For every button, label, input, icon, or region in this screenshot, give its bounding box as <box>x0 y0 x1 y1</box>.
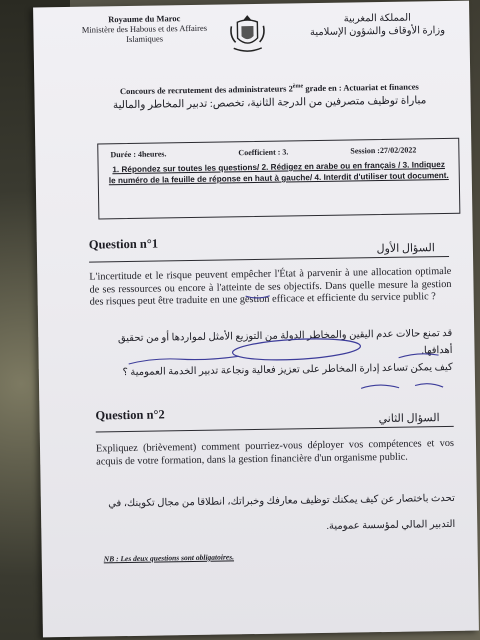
coefficient-label: Coefficient : 3. <box>238 147 289 158</box>
question-1-text-fr: L'incertitude et le risque peuvent empêcher l'État à parvenir à une allocation optimale de ses ressources ou encore à l'atteinte de ses objectifs. Dans quelle mesure la gestion des risques peut être traduite en une gestion efficace et efficiente du service public ? <box>89 265 452 308</box>
coat-of-arms-icon <box>225 12 270 57</box>
question-1-label: Question n°1 <box>88 236 159 252</box>
question-1-text-ar-line1: قد تمنع حالات عدم اليقين والمخاطر الدولة من التوزيع الأمثل لمواردها أو من تحقيق أهدافها. <box>117 327 453 357</box>
question-1-text-ar-line2: كيف يمكن تساعد إدارة المخاطر على تعزيز فعالية ونجاعة تدبير الخدمة العمومية ؟ <box>122 361 453 379</box>
exam-title-fr-suffix: grade en : Actuariat et finances <box>303 81 419 94</box>
exam-info-box <box>97 138 460 220</box>
note-text: NB : Les deux questions sont obligatoires. <box>103 552 235 564</box>
question-2-text-fr: Expliquez (brièvement) comment pourriez-vous déployer vos compétences et vos acquis de votre formation, dans la gestion financière d'un organisme public. <box>95 437 455 468</box>
question-1-label-ar: السؤال الأول <box>376 242 436 256</box>
question-2-text-ar-line2: التدبير المالي لمؤسسة عمومية. <box>326 518 456 532</box>
header-ar <box>307 11 447 39</box>
header-ar-ministry: وزارة الأوقاف والشؤون الإسلامية <box>309 24 446 39</box>
exam-title-fr-prefix: Concours de recrutement des administrateurs 2 <box>119 83 293 97</box>
header-ar-country: المملكة المغربية <box>343 12 411 25</box>
question-2-label: Question n°2 <box>95 407 165 423</box>
question-2-text-ar-line1: تحدث باختصار عن كيف يمكنك توظيف معارفك وخبراتك، انطلاقا من مجال تكوينك، في <box>108 492 455 510</box>
header-fr-ministry-cont: Islamiques <box>126 33 164 45</box>
header-fr-country: Royaume du Maroc <box>108 13 181 25</box>
header-fr-ministry: Ministère des Habous et des Affaires <box>81 22 208 35</box>
exam-title-ar: مباراة توظيف متصرفين من الدرجة الثانية، تخصص: تدبير المخاطر والمالية <box>112 95 427 112</box>
question-1-divider <box>89 256 449 263</box>
instructions-text: 1. Répondez sur toutes les questions/ 2. Rédigez en arabe ou en français / 3. Indiquez le numéro de la feuille de réponse en haut à gauche/ 4. Interdit d'utiliser tout document. <box>108 160 449 186</box>
duration-label: Durée : 4heures. <box>110 149 167 160</box>
header-fr <box>59 12 229 45</box>
exam-title-fr-sup: ème <box>292 83 304 90</box>
pen-annotations <box>97 281 459 407</box>
question-2-text-ar <box>97 486 456 544</box>
question-2-divider <box>96 426 454 433</box>
question-2-label-ar: السؤال الثاني <box>378 412 440 426</box>
exam-sheet <box>33 1 479 638</box>
session-label: Session :27/02/2022 <box>350 145 417 156</box>
